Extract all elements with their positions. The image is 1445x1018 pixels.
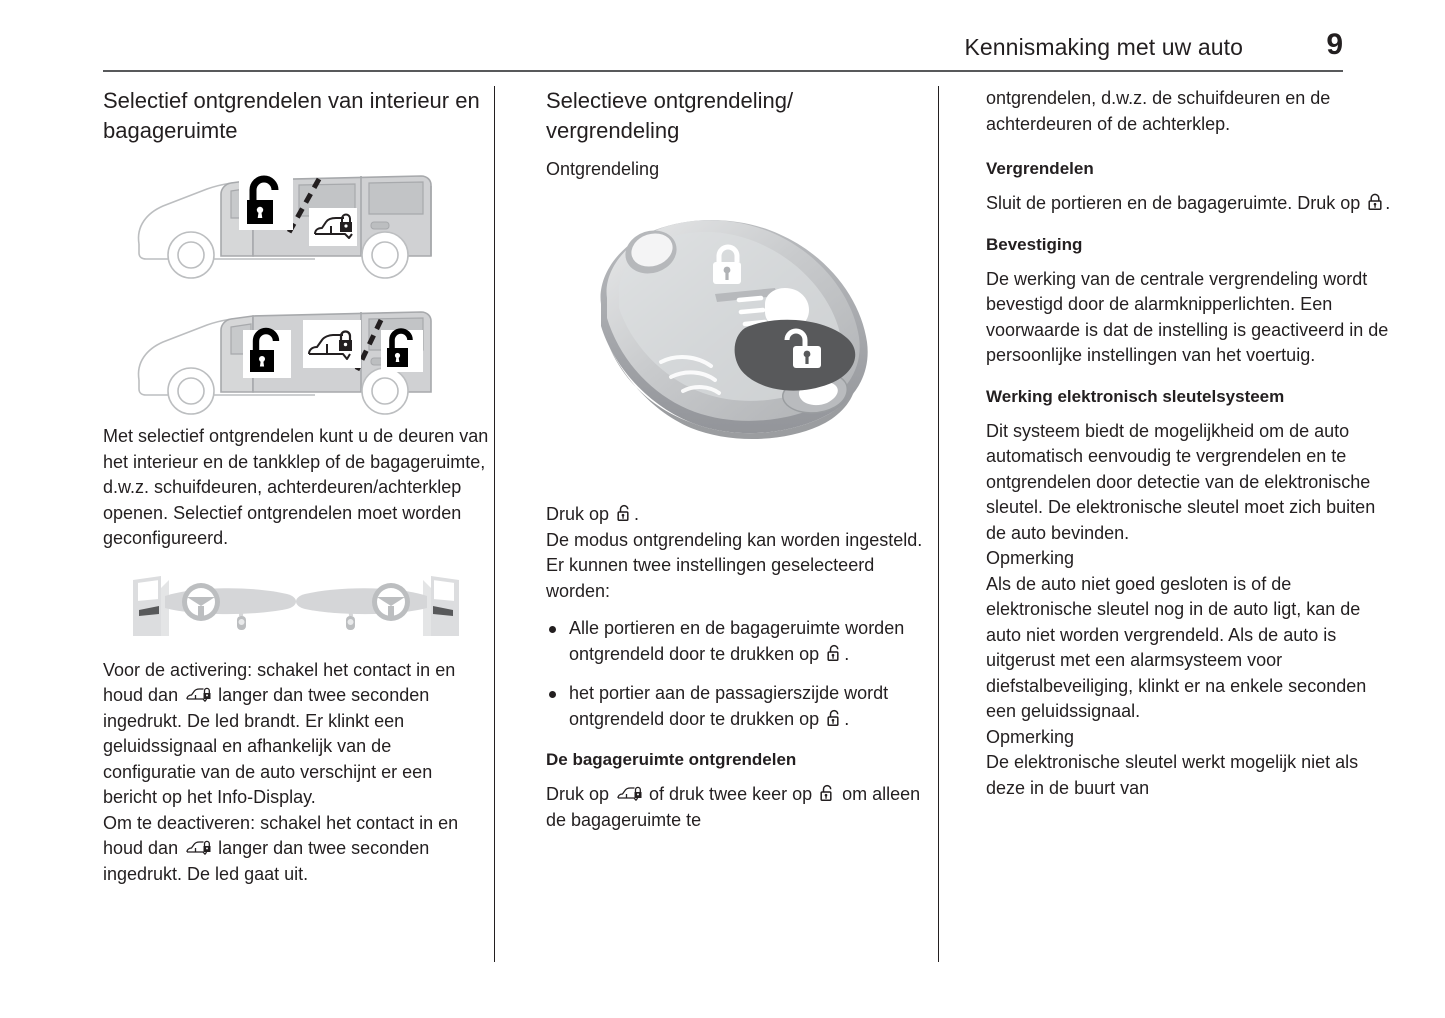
right-paragraph-2-post: .: [1385, 193, 1391, 213]
unlock-padlock-icon: [381, 330, 423, 372]
unlock-padlock-icon: [818, 784, 836, 803]
van-selective-unlock-diagram-1: [103, 156, 489, 284]
right-paragraph-5: Als de auto niet goed gesloten is of de elektronische sleutel nog in de auto ligt, kan de auto niet worden vergrendeld. Als de auto is uitgerust met een alarmsysteem voor diefstalbeveiliging, klinkt er na enkele seconden een geluidssignaal.: [986, 573, 1367, 721]
left-column: [103, 86, 489, 966]
left-paragraph-3-post: langer dan twee seconden ingedrukt. De led gaat uit.: [103, 838, 430, 884]
van-selective-unlock-diagram-2: [103, 292, 489, 420]
lock-padlock-icon: [1366, 193, 1384, 212]
bullet-2-pre: het portier aan de passagierszijde wordt ontgrendeld door te drukken op: [569, 683, 889, 729]
right-paragraph-2: [986, 191, 1396, 217]
unlock-padlock-icon: [825, 644, 843, 663]
left-paragraph-3: [103, 811, 489, 888]
right-subheading-locking: Vergrendelen: [986, 159, 1094, 178]
left-paragraph-1: Met selectief ontgrendelen kunt u de deuren van het interieur en de tankklep of de bagageruimte, d.w.z. schuifdeuren, achterdeuren/achterklep openen. Selectief ontgrendelen moet worden geconfigureerd.: [103, 426, 489, 548]
unlock-padlock-icon: [243, 330, 291, 378]
right-note-label-2: Opmerking: [986, 726, 1075, 747]
page-number: 9: [1326, 28, 1343, 61]
right-paragraph-1: ontgrendelen, d.w.z. de schuifdeuren en de achterdeuren of de achterklep.: [986, 88, 1331, 134]
middle-section-heading: Selectieve ontgrendeling/ vergrendeling: [546, 88, 794, 143]
remote-key-fob-illustration: [546, 194, 932, 494]
left-paragraph-2-post: langer dan twee seconden ingedrukt. De led brandt. Er klinkt een geluidssignaal en afhankelijk van de configuratie van de auto verschijnt er een bericht op het Info-Display.: [103, 685, 433, 807]
middle-paragraph-2: De modus ontgrendeling kan worden ingesteld. Er kunnen twee instellingen geselecteerd worden:: [546, 529, 923, 601]
middle-subheading-unlocking: Ontgrendeling: [546, 159, 660, 179]
middle-paragraph-1: [546, 502, 932, 528]
car-tailgate-unlock-icon: [615, 784, 643, 803]
right-column: [986, 86, 1396, 966]
car-tailgate-unlock-icon: [184, 685, 212, 704]
unlock-padlock-icon: [615, 504, 633, 523]
middle-paragraph-3-post: om alleen de bagageruimte te: [546, 784, 921, 830]
middle-paragraph-1-post: .: [634, 504, 640, 524]
list-item: [546, 616, 932, 667]
unlock-padlock-icon: [239, 176, 293, 230]
dashboard-doors-diagram: [103, 566, 489, 648]
middle-paragraph-3-mid: of druk twee keer op: [644, 784, 818, 804]
middle-paragraph-1-pre: Druk op: [546, 504, 615, 524]
column-divider-1: [494, 86, 495, 962]
bullet-1-pre: Alle portieren en de bagageruimte worden ontgrendeld door te drukken op: [569, 618, 905, 664]
right-paragraph-6: De elektronische sleutel werkt mogelijk niet als deze in de buurt van: [986, 752, 1359, 798]
content-columns: [103, 86, 1391, 966]
right-note-label-1: Opmerking: [986, 548, 1075, 568]
right-paragraph-4: Dit systeem biedt de mogelijkheid om de auto automatisch eenvoudig te vergrendelen en te ontgrendelen door detectie van de elektronische sleutel. De elektronische sleutel moet zich buiten de auto bevinden.: [986, 420, 1376, 543]
bullet-1-post: .: [844, 643, 850, 664]
middle-column: [546, 86, 932, 966]
page-header: [103, 28, 1343, 70]
right-subheading-confirmation: Bevestiging: [986, 234, 1083, 254]
right-paragraph-2-pre: Sluit de portieren en de bagageruimte. Druk op: [986, 193, 1366, 213]
middle-subheading-trunk: De bagageruimte ontgrendelen: [546, 750, 797, 769]
car-tailgate-unlock-icon: [303, 320, 361, 368]
unlock-padlock-icon: [825, 709, 843, 728]
header-rule: [103, 70, 1343, 72]
left-paragraph-3-pre: Om te deactiveren: schakel het contact in en houd dan: [103, 812, 459, 858]
bullet-2-post: .: [844, 708, 850, 729]
middle-paragraph-3: [546, 782, 932, 833]
left-paragraph-2: [103, 658, 489, 811]
car-tailgate-unlock-icon: [184, 838, 212, 857]
right-subheading-key-system: Werking elektronisch sleutelsysteem: [986, 386, 1285, 406]
middle-bullet-list: [546, 616, 932, 732]
list-item: [546, 681, 932, 732]
chapter-title: Kennismaking met uw auto: [964, 34, 1243, 60]
left-paragraph-2-pre: Voor de activering: schakel het contact in en houd dan: [103, 659, 456, 705]
middle-paragraph-3-pre: Druk op: [546, 784, 615, 804]
left-section-heading: Selectief ontgrendelen van interieur en bagageruimte: [103, 88, 480, 143]
right-paragraph-3: De werking van de centrale vergrendeling wordt bevestigd door de alarmknipperlichten. Een voorwaarde is dat de instelling is geactiveerd in de persoonlijke instellingen van het voertuig.: [986, 268, 1389, 365]
column-divider-2: [938, 86, 939, 962]
car-tailgate-unlock-icon: [309, 208, 357, 246]
